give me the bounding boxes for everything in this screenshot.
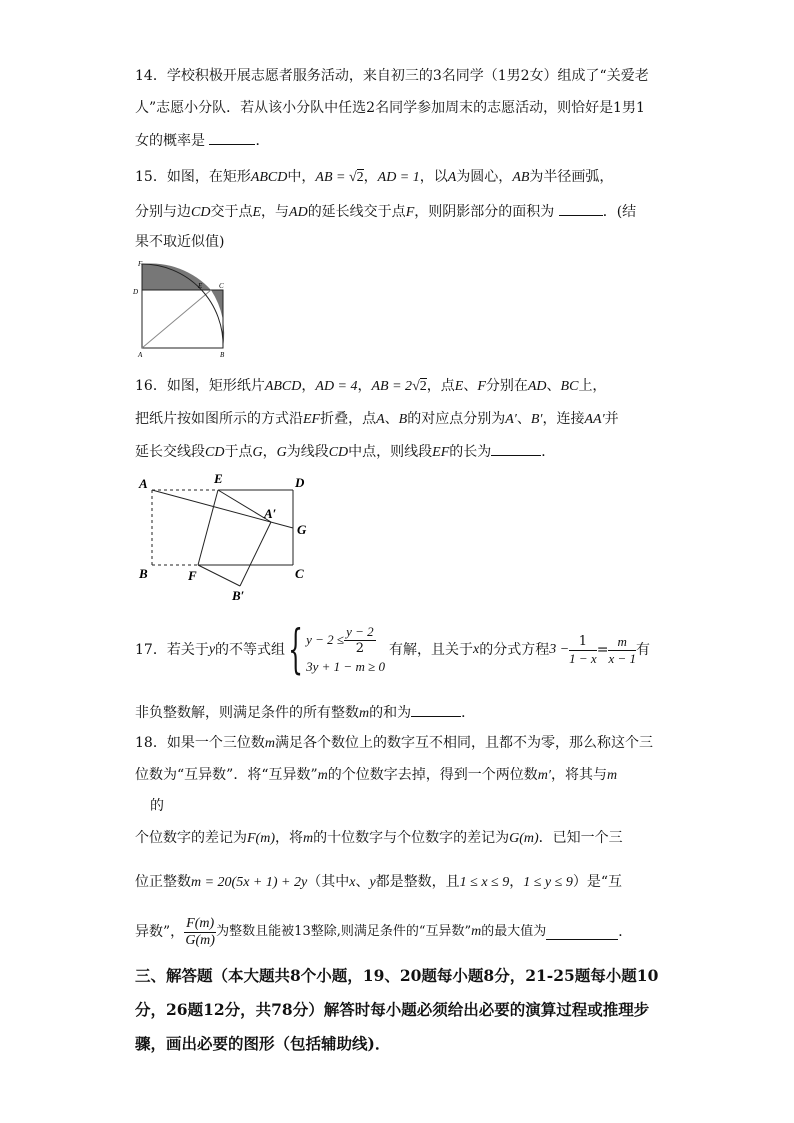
q16-text-h: ，连接: [542, 411, 585, 427]
q17-system: [306, 624, 385, 677]
q16-aa: AA′: [584, 412, 605, 427]
q15-fig-label-d: D: [133, 288, 139, 296]
q15-rect: ABCD: [250, 170, 288, 185]
q16-text-a: 16．如图，矩形纸片: [135, 378, 265, 394]
q16-g2: G: [276, 445, 287, 460]
q15-text-c: ，以: [419, 169, 448, 185]
q16-text-l: ，: [262, 444, 277, 460]
q15-ab-eq: AB =: [315, 170, 349, 185]
q15-line3: 果不取近似值): [135, 234, 225, 250]
q17-text-b: 的和为: [369, 705, 412, 721]
q18-text-g: ，将: [275, 830, 303, 846]
q16-bc: BC: [560, 379, 579, 394]
q16-fig-label-b: B: [139, 566, 148, 581]
q16-text-j: 延长交线段: [135, 444, 205, 460]
q18-text-f: 个位数字的差记为: [135, 830, 247, 846]
q14-line1: 14．学校积极开展志愿者服务活动，来自初三的3名同学（1男2女）组成了“关爱老: [135, 68, 649, 84]
q16-text-k: 于点: [224, 444, 253, 460]
q16-a-prime: A′: [505, 412, 517, 427]
q16-ad: AD: [527, 379, 547, 394]
q18-sep: 、: [355, 874, 370, 890]
q17-answer-blank[interactable]: [411, 702, 461, 717]
q16-text-m: 为线段: [286, 444, 329, 460]
q17-y: y: [208, 642, 216, 657]
q18-answer-blank[interactable]: [546, 925, 618, 940]
q16-text-e: 把纸片按如图所示的方式沿: [135, 411, 303, 427]
q15-text-k: ．(结: [602, 204, 637, 220]
q15-text-j: ，则阴影部分的面积为: [414, 204, 555, 220]
section3-line1: 三、解答题（本大题共8个小题，19、20题每小题8分，21-25题每小题10: [135, 966, 659, 985]
q18-line4: [135, 828, 623, 849]
q16-rect: ABCD: [264, 379, 302, 394]
q18-line5: [135, 872, 622, 893]
q16-ab-eq: AB = 2: [371, 379, 413, 394]
q14-line3-text: 女的概率是: [135, 133, 205, 149]
q18-m3: m: [606, 768, 618, 783]
q15-fig-label-e: E: [198, 282, 203, 290]
q17-ineq1-left: y − 2 ≤: [306, 632, 345, 647]
q16-b-prime: B′: [530, 412, 543, 427]
q17-text-a: 非负整数解，则满足条件的所有整数: [135, 705, 359, 721]
q18-text-i: ．已知一个三: [538, 830, 623, 846]
q16-f: F: [477, 379, 486, 394]
q17-mid2: 有解，且关于: [388, 642, 473, 658]
q18-range1: 1 ≤ x ≤ 9: [459, 875, 510, 890]
q16-sep: 、: [463, 378, 478, 394]
q16-b: B: [398, 412, 408, 427]
q16-text-g: 的对应点分别为: [407, 411, 506, 427]
q15-fig-label-f: F: [138, 260, 143, 268]
q16-text-b: ，点: [426, 378, 455, 394]
q15-f: F: [405, 205, 415, 220]
q18-m: m: [264, 736, 275, 751]
q16-text-n: 中点，则线段: [348, 444, 433, 460]
q16-figure: [130, 470, 320, 605]
q16-text-o: 的长为: [449, 444, 492, 460]
q18-text-l: 都是整数，且: [375, 874, 460, 890]
q18-text-j: 位正整数: [135, 874, 191, 890]
q18-text-n: 异数”，: [135, 924, 185, 940]
q16-g: G: [252, 445, 263, 460]
q18-text-k: （其中: [307, 874, 350, 890]
q15-ad-eq: AD = 1: [377, 170, 420, 185]
q16-a: A: [376, 412, 385, 427]
q16-sqrt: √2: [412, 379, 427, 394]
q16-fig-label-aprime: A′: [264, 506, 277, 521]
q15-radius: AB: [512, 170, 530, 185]
q16-fig-label-d: D: [295, 475, 305, 490]
q17-mid1: 的不等式组: [215, 642, 286, 658]
q15-answer-blank[interactable]: [559, 201, 603, 216]
q15-text-h: ，与: [261, 204, 290, 220]
q14-line2: 人”志愿小分队．若从该小分队中任选2名同学参加周末的志愿活动，则恰好是1男1: [135, 100, 645, 116]
q16-fig-label-e: E: [214, 471, 223, 486]
q15-fig-label-b: B: [220, 351, 225, 359]
q16-cd2: CD: [328, 445, 349, 460]
q16-fig-label-c: C: [295, 566, 304, 581]
q16-ef: EF: [303, 412, 321, 427]
q17-ineq1-frac: $\frac{y - 2}{2}$: [346, 623, 374, 656]
q16-cd: CD: [205, 445, 225, 460]
q16-fig-label-f: F: [188, 568, 197, 583]
section3-line2: 分，26题12分，共78分）解答时每小题必须给出必要的演算过程或推理步: [135, 1000, 650, 1019]
q18-text-e: ，将其与: [550, 767, 607, 783]
q15-figure: [130, 256, 240, 360]
q14-line3: 女的概率是 ．: [135, 130, 269, 151]
q15-fig-label-a: A: [138, 351, 143, 359]
q16-e: E: [454, 379, 464, 394]
q17-m: m: [359, 706, 370, 721]
q17-line1: [135, 618, 650, 682]
q18-m-prime: m′: [537, 768, 551, 783]
q15-text-f: 分别与边: [135, 204, 191, 220]
q18-m4: m: [303, 831, 314, 846]
q15-ad: AD: [289, 205, 308, 220]
q16-ad-eq: AD = 4: [315, 379, 358, 394]
q18-frac: $\frac{F(m)}{G(m)}$: [185, 915, 215, 948]
section3-line3: 骤，画出必要的图形（包括辅助线)．: [135, 1034, 391, 1053]
q18-gm: G(m): [509, 831, 539, 846]
q15-text-i: 的延长线交于点: [307, 204, 406, 220]
q16-text-i: 并: [604, 411, 619, 427]
q16-text-d: 上，: [578, 378, 607, 394]
q18-m2: m: [317, 768, 328, 783]
q18-text-p: 的最大值为: [481, 924, 547, 939]
q16-fig-label-bprime: B′: [232, 588, 245, 603]
q16-fig-label-a: A: [139, 476, 148, 491]
q18-text-h: 的十位数字与个位数字的差记为: [313, 830, 510, 846]
q18-y: y: [369, 875, 376, 890]
q15-center: A: [447, 170, 457, 185]
q15-cd: CD: [191, 205, 211, 220]
q16-fig-label-g: G: [297, 522, 307, 537]
q15-text-a: 15．如图，在矩形: [135, 169, 251, 185]
q18-comma: ，: [509, 874, 524, 890]
q18-line1: [135, 733, 653, 754]
q15-line1: 15．如图，在矩形ABCD中，AB = √2，AD = 1，以A为圆心，AB为半径画弧，: [135, 169, 614, 185]
q15-line2: [135, 201, 636, 223]
q17-x: x: [472, 642, 480, 657]
q17-suffix: 有: [635, 642, 650, 658]
q16-line1: 16．如图，矩形纸片ABCD，AD = 4，AB = 2√2，点E、F分别在AD、BC上，: [135, 378, 607, 394]
q17-line2: 非负整数解，则满足条件的所有整数m的和为 ．: [135, 702, 475, 724]
q16-answer-blank[interactable]: [491, 441, 541, 456]
q14-answer-blank[interactable]: [209, 130, 255, 145]
q18-x: x: [349, 875, 356, 890]
q17-eq-frac2: $\frac{m}{x - 1}$: [608, 633, 636, 666]
q18-text-o: 为整数且能被13整除,则满足条件的“互异数”: [216, 924, 472, 939]
q16-line3: 延长交线段CD于点G，G为线段CD中点，则线段EF的长为 ．: [135, 441, 555, 463]
q17-prefix: 17．若关于: [135, 642, 209, 658]
q15-text-b: 中，: [287, 169, 316, 185]
q18-line2: [135, 765, 617, 786]
q16-text-c: 分别在: [485, 378, 528, 394]
q17-mid3: 的分式方程: [479, 642, 550, 658]
q18-text-m: ）是“互: [572, 874, 623, 890]
q18-line3: 的: [150, 798, 164, 814]
q18-m5: m: [471, 924, 482, 939]
q18-range2: 1 ≤ y ≤ 9: [523, 875, 573, 890]
q18-text-c: 位数为“互异数”．将“互异数”: [135, 767, 318, 783]
q18-text-a: 18．如果一个三位数: [135, 735, 265, 751]
q18-formula: m = 20(5x + 1) + 2y: [191, 875, 308, 890]
q16-ef2: EF: [432, 445, 450, 460]
q17-brace: {: [288, 620, 304, 680]
q16-text-f: 折叠，点: [320, 411, 377, 427]
q17-eq-lead: 3 −: [549, 642, 570, 657]
q18-fm: F(m): [247, 831, 275, 846]
q18-text-b: 满足各个数位上的数字互不相同，且都不为零，那么称这个三: [274, 735, 653, 751]
q15-sqrt: √2: [348, 170, 364, 185]
q15-text-d: 为圆心，: [456, 169, 513, 185]
q15-fig-label-c: C: [219, 282, 224, 290]
q15-text-e: 为半径画弧，: [529, 169, 614, 185]
q15-e: E: [252, 205, 262, 220]
q18-text-d: 的个位数字去掉，得到一个两位数: [327, 767, 538, 783]
q15-text-g: 交于点: [210, 204, 253, 220]
q17-ineq2: 3y + 1 − m ≥ 0: [306, 658, 385, 674]
q17-eq-equals: =: [596, 642, 609, 658]
q17-eq-frac1: $\frac{1}{1 - x}$: [569, 633, 597, 666]
q16-line2: 把纸片按如图所示的方式沿EF折叠，点A、B的对应点分别为A′、B′，连接AA′并: [135, 411, 619, 427]
q18-line6: 异数”， $\frac{F(m)}{G(m)}$ 为整数且能被13整除,则满足条件的“互异数” m 的最大值为 ．: [135, 915, 633, 948]
